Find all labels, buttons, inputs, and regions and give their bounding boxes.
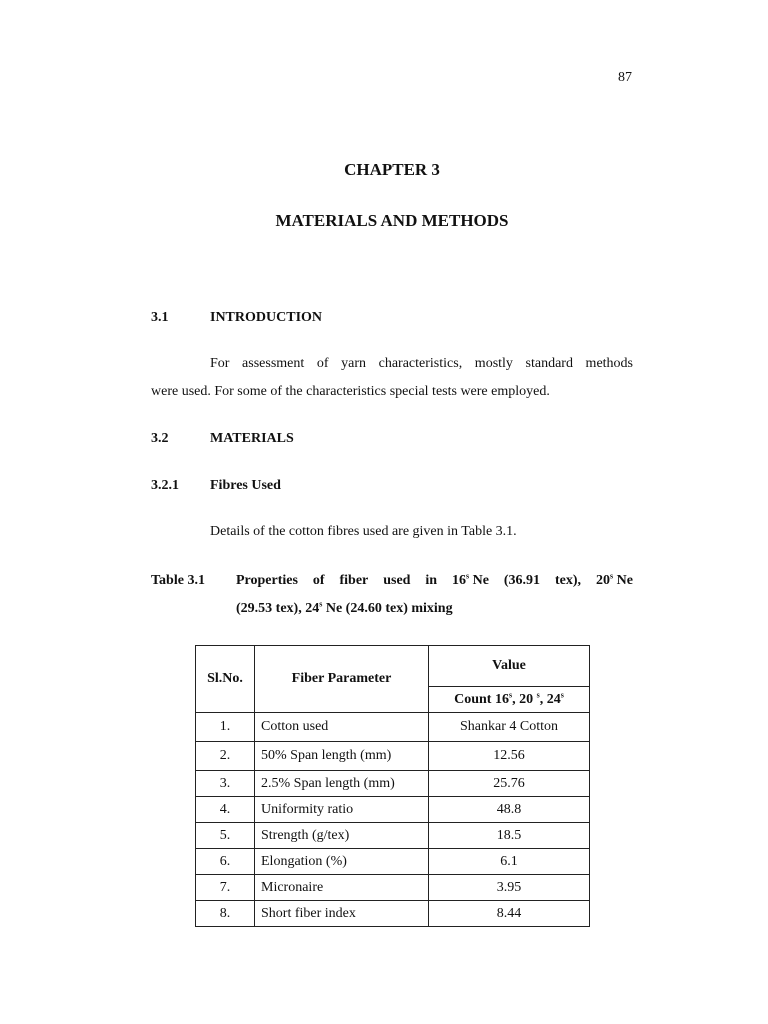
cell-no: 2. bbox=[196, 742, 255, 771]
table-row bbox=[196, 849, 590, 875]
intro-paragraph bbox=[151, 350, 633, 406]
cell-no: 5. bbox=[196, 823, 255, 849]
caption-word: (36.91 bbox=[503, 573, 541, 588]
caption-line-1 bbox=[236, 567, 633, 595]
header-count-mid: , 24 bbox=[539, 691, 561, 707]
caption-count-20 bbox=[596, 567, 633, 595]
table-label: Table 3.1 bbox=[151, 573, 205, 588]
cell-param: Strength (g/tex) bbox=[255, 823, 429, 849]
cell-no: 8. bbox=[196, 901, 255, 927]
table-row bbox=[196, 742, 590, 771]
section-title-fibres: Fibres Used bbox=[210, 478, 281, 493]
cell-value: 8.44 bbox=[429, 901, 590, 927]
caption-count-unit: Ne bbox=[472, 573, 489, 588]
cell-value: 25.76 bbox=[429, 771, 590, 797]
caption-word: of bbox=[312, 573, 325, 588]
header-fiber-parameter: Fiber Parameter bbox=[255, 646, 429, 713]
chapter-title: CHAPTER 3 bbox=[344, 160, 440, 179]
caption-count-sup: s bbox=[609, 571, 614, 581]
cell-param: Cotton used bbox=[255, 713, 429, 742]
cell-param: Uniformity ratio bbox=[255, 797, 429, 823]
cell-value: 3.95 bbox=[429, 875, 590, 901]
header-slno: Sl.No. bbox=[196, 646, 255, 713]
cell-param: Micronaire bbox=[255, 875, 429, 901]
cell-param: Short fiber index bbox=[255, 901, 429, 927]
cell-no: 3. bbox=[196, 771, 255, 797]
section-title-intro: INTRODUCTION bbox=[210, 310, 323, 325]
cell-value: 12.56 bbox=[429, 742, 590, 771]
intro-line-1: For assessment of yarn characteristics, mostly standard methods bbox=[210, 356, 633, 371]
caption-line-2-b: Ne (24.60 tex) mixing bbox=[322, 601, 453, 616]
cell-param: 50% Span length (mm) bbox=[255, 742, 429, 771]
caption-line-2-a: (29.53 tex), 24 bbox=[236, 601, 320, 616]
caption-word: Properties bbox=[236, 573, 298, 588]
cell-no: 6. bbox=[196, 849, 255, 875]
cell-value: 6.1 bbox=[429, 849, 590, 875]
cell-no: 1. bbox=[196, 713, 255, 742]
caption-word: tex), bbox=[555, 573, 582, 588]
cell-no: 4. bbox=[196, 797, 255, 823]
cell-param: 2.5% Span length (mm) bbox=[255, 771, 429, 797]
cell-param: Elongation (%) bbox=[255, 849, 429, 875]
caption-word: used bbox=[383, 573, 411, 588]
table-row bbox=[196, 875, 590, 901]
page-number: 87 bbox=[618, 70, 632, 85]
caption-count-sup: s bbox=[466, 571, 470, 581]
caption-count-number: 16 bbox=[452, 573, 466, 588]
caption-count-unit: Ne bbox=[616, 573, 633, 588]
header-count-sup: s bbox=[560, 689, 564, 699]
header-count-sup: s bbox=[536, 689, 540, 699]
cell-value: 18.5 bbox=[429, 823, 590, 849]
table-row bbox=[196, 713, 590, 742]
fibres-paragraph: Details of the cotton fibres used are given in Table 3.1. bbox=[210, 524, 517, 539]
header-count-prefix: Count 16 bbox=[454, 691, 509, 707]
caption-word: fiber bbox=[339, 573, 369, 588]
caption-count-16 bbox=[452, 567, 489, 595]
header-value: Value bbox=[429, 646, 590, 687]
section-number-materials: 3.2 bbox=[151, 431, 169, 446]
section-number-intro: 3.1 bbox=[151, 310, 169, 325]
caption-count-number: 20 bbox=[595, 573, 610, 588]
cell-value: 48.8 bbox=[429, 797, 590, 823]
caption-word: in bbox=[425, 573, 438, 588]
chapter-subtitle: MATERIALS AND METHODS bbox=[275, 211, 509, 230]
header-count-mid: , 20 bbox=[512, 691, 537, 707]
cell-no: 7. bbox=[196, 875, 255, 901]
table-row bbox=[196, 771, 590, 797]
header-count-sup: s bbox=[508, 689, 513, 699]
header-count bbox=[429, 687, 590, 713]
fiber-properties-table bbox=[195, 645, 590, 927]
table-row bbox=[196, 901, 590, 927]
cell-value: Shankar 4 Cotton bbox=[429, 713, 590, 742]
table-row bbox=[196, 823, 590, 849]
section-number-fibres: 3.2.1 bbox=[151, 478, 179, 493]
table-row bbox=[196, 797, 590, 823]
caption-line-2-sup: s bbox=[319, 599, 323, 609]
caption-line-2 bbox=[236, 595, 633, 623]
intro-line-2: were used. For some of the characteristics special tests were employed. bbox=[151, 384, 550, 399]
section-title-materials: MATERIALS bbox=[210, 431, 294, 446]
